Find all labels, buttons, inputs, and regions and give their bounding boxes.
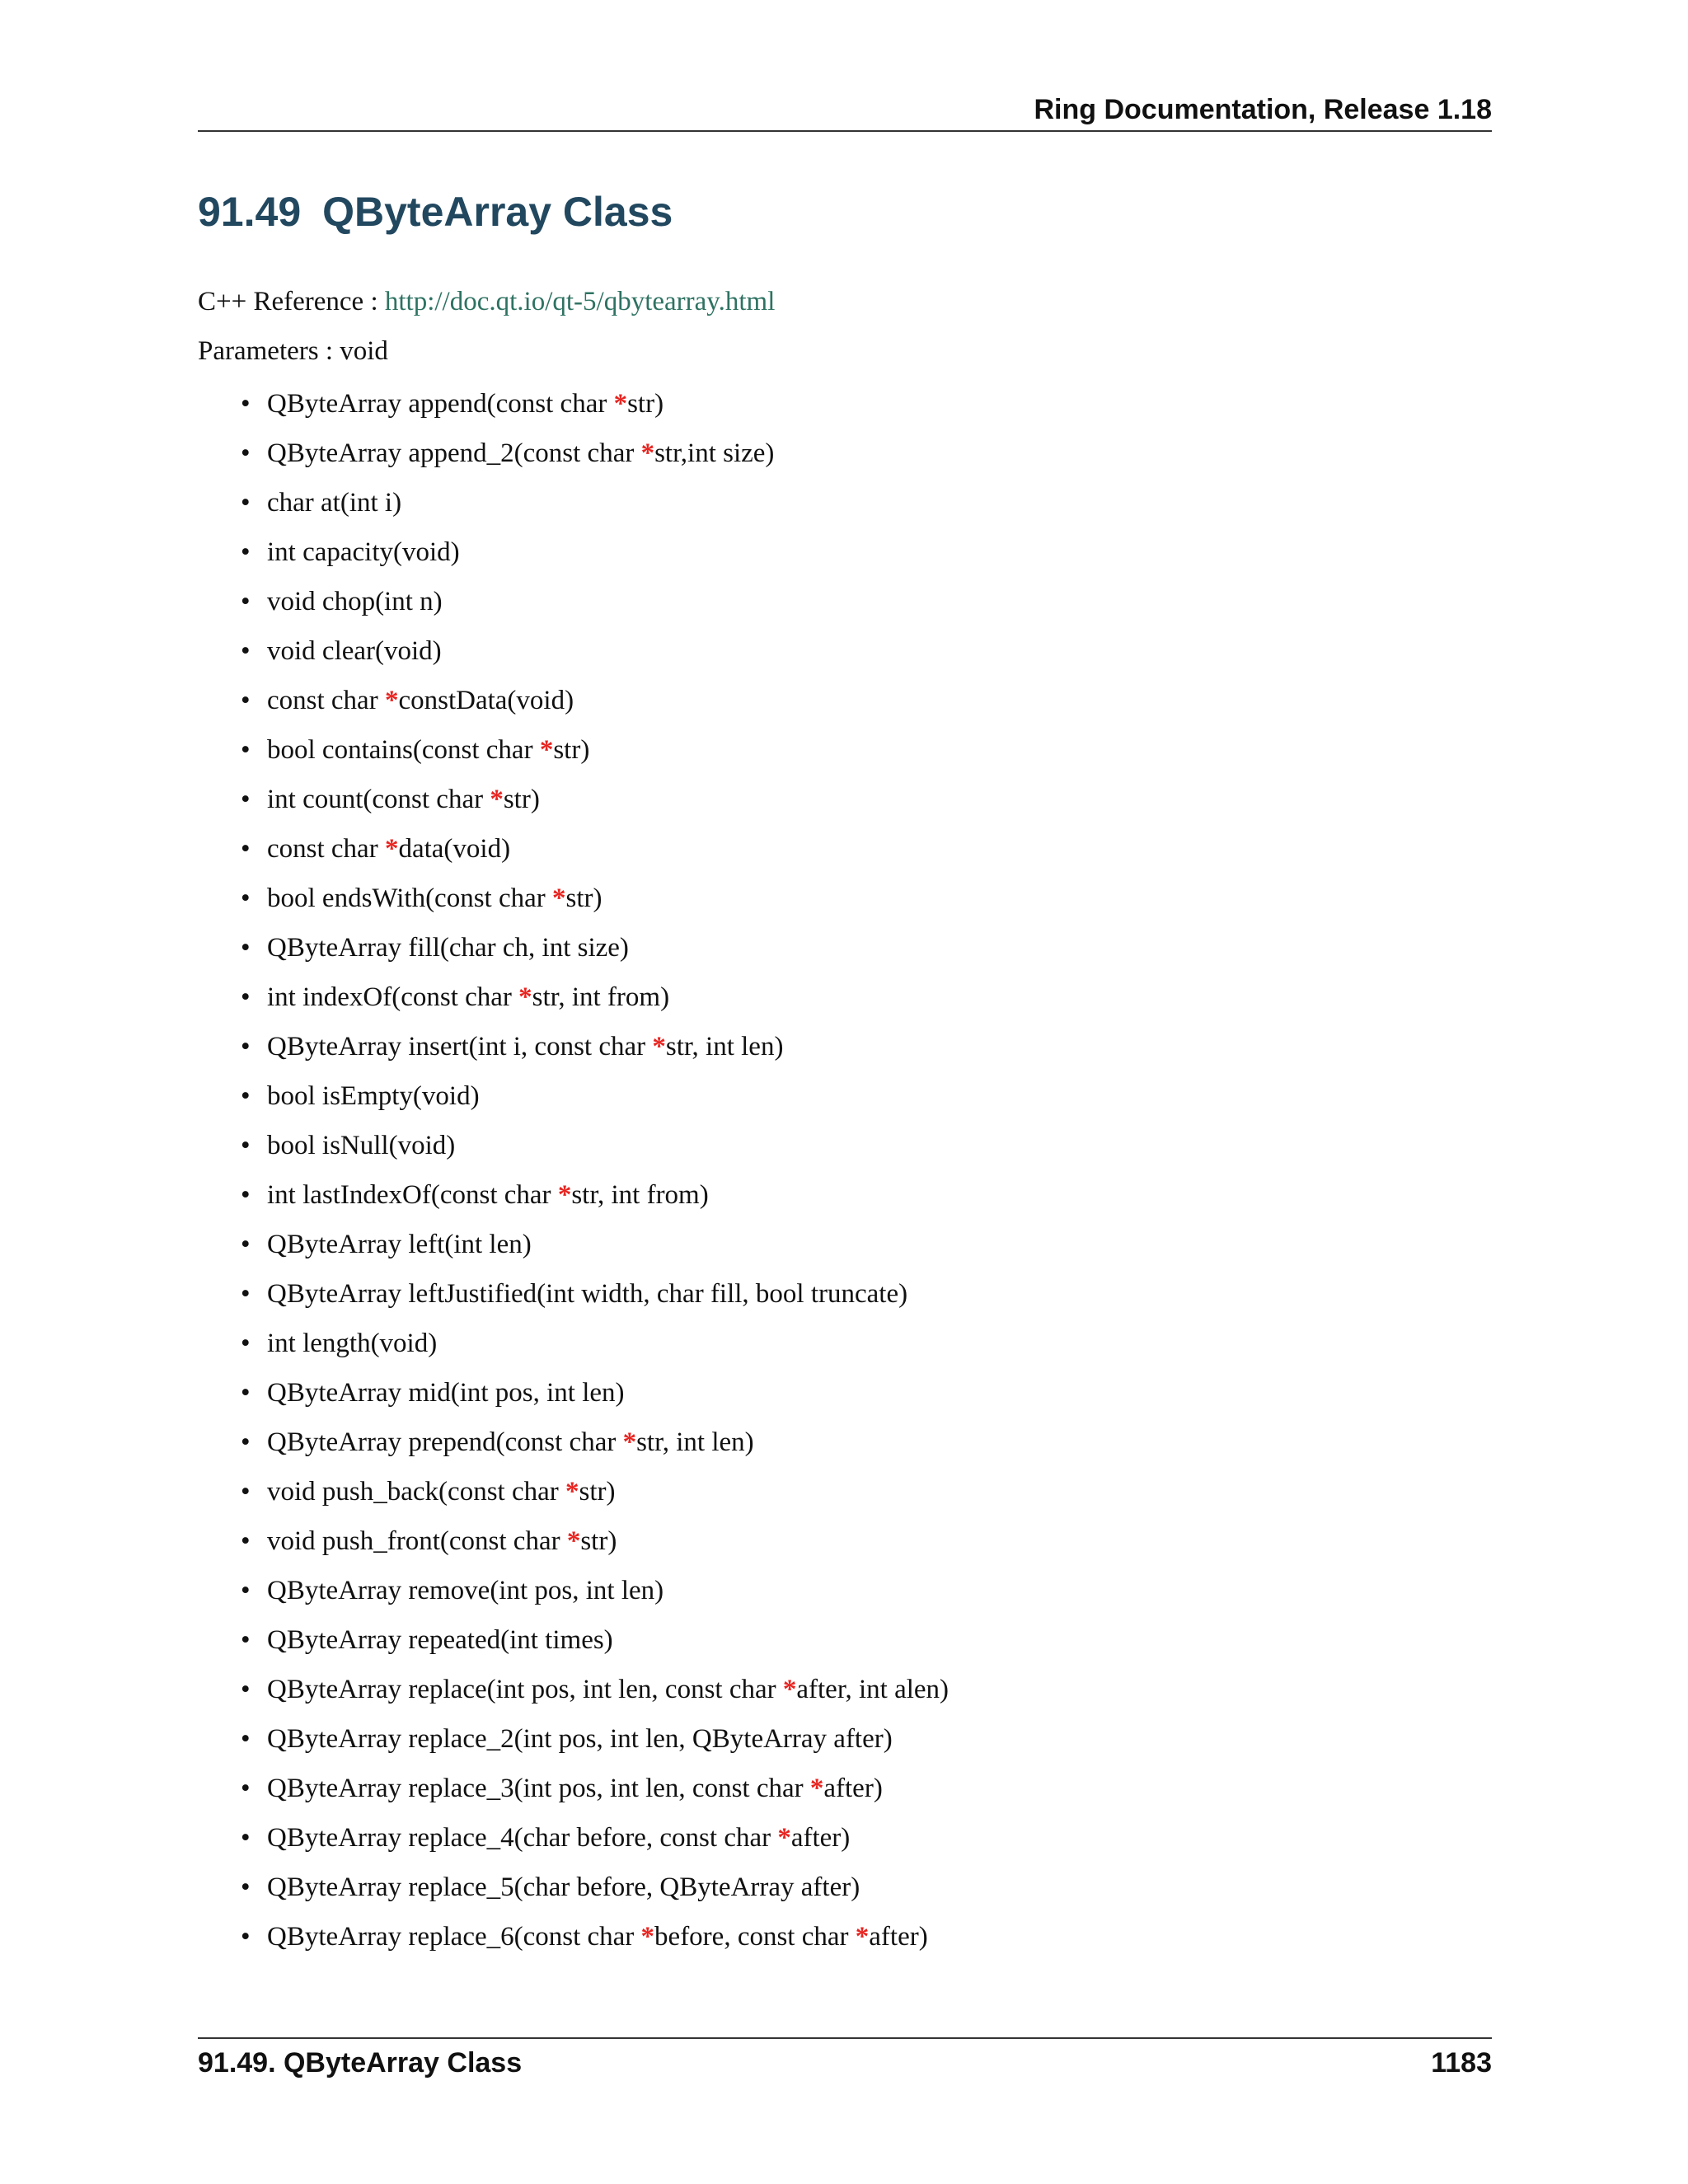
method-signature-part: bool isNull(void) [267, 1131, 456, 1160]
method-list-item [241, 732, 949, 781]
method-list-item [241, 1622, 949, 1671]
method-signature-part: const char [267, 686, 385, 715]
method-list-item [241, 682, 949, 732]
pointer-star: * [490, 785, 504, 814]
bullet-icon: • [241, 1872, 251, 1902]
bullet-icon: • [241, 1180, 251, 1210]
pointer-star: * [622, 1427, 637, 1457]
method-signature-part: QByteArray replace_5(char before, QByteArray after) [267, 1872, 860, 1902]
method-signature-part: QByteArray remove(int pos, int len) [267, 1576, 664, 1605]
bullet-icon: • [241, 735, 251, 765]
method-signature-part: QByteArray insert(int i, const char [267, 1032, 653, 1062]
bullet-icon: • [241, 537, 251, 567]
method-list-item [241, 1325, 949, 1375]
method-signature-part: int length(void) [267, 1329, 438, 1358]
pointer-star: * [855, 1922, 870, 1952]
bullet-icon: • [241, 1675, 251, 1704]
method-list-item [241, 1078, 949, 1127]
bullet-icon: • [241, 933, 251, 963]
method-list-item [241, 1375, 949, 1424]
method-list-item [241, 435, 949, 485]
method-list-item [241, 1919, 949, 1968]
cpp-reference-link[interactable]: http://doc.qt.io/qt-5/qbytearray.html [384, 287, 776, 316]
method-signature-part: void clear(void) [267, 636, 442, 666]
method-signature-part: void push_back(const char [267, 1477, 565, 1507]
method-list-item [241, 1770, 949, 1820]
method-signature-part: char at(int i) [267, 488, 402, 518]
section-number: 91.49 [198, 189, 302, 235]
bullet-icon: • [241, 1922, 251, 1952]
method-signature-part: bool contains(const char [267, 735, 540, 765]
bullet-icon: • [241, 1625, 251, 1655]
method-list-item [241, 1523, 949, 1572]
bullet-icon: • [241, 488, 251, 518]
method-signature-part: QByteArray fill(char ch, int size) [267, 933, 629, 963]
footer-section-title: 91.49. QByteArray Class [198, 2047, 523, 2079]
method-list-item [241, 386, 949, 435]
method-signature-part: str, int len) [665, 1032, 784, 1062]
bullet-icon: • [241, 389, 251, 419]
method-list-item [241, 534, 949, 583]
section-heading [198, 188, 673, 236]
method-list-item [241, 1127, 949, 1177]
pointer-star: * [777, 1823, 791, 1853]
pointer-star: * [518, 982, 532, 1012]
method-signature-part: str, int len) [636, 1427, 754, 1457]
method-signature-part: after) [869, 1922, 928, 1952]
method-signature-part: after, int alen) [796, 1675, 950, 1704]
method-signature-part: str,int size) [654, 438, 775, 468]
bullet-icon: • [241, 982, 251, 1012]
method-signature-part: QByteArray replace_3(int pos, int len, const char [267, 1774, 810, 1803]
method-signature-part: str) [580, 1526, 617, 1556]
bullet-icon: • [241, 636, 251, 666]
method-list-item [241, 930, 949, 979]
method-signature-part: QByteArray prepend(const char [267, 1427, 623, 1457]
method-signature-part: QByteArray replace_6(const char [267, 1922, 641, 1952]
method-list-item [241, 1424, 949, 1474]
method-list-item [241, 880, 949, 930]
method-list-item [241, 583, 949, 633]
method-list-item [241, 1029, 949, 1078]
pointer-star: * [782, 1675, 797, 1704]
bullet-icon: • [241, 883, 251, 913]
method-list-item [241, 1721, 949, 1770]
bullet-icon: • [241, 438, 251, 468]
method-list-item [241, 979, 949, 1029]
bullet-icon: • [241, 834, 251, 864]
method-signature-part: str, int from) [571, 1180, 709, 1210]
bullet-icon: • [241, 1230, 251, 1259]
method-signature-part: QByteArray append(const char [267, 389, 614, 419]
bullet-icon: • [241, 785, 251, 814]
method-signature-part: bool endsWith(const char [267, 883, 553, 913]
method-list-item [241, 1177, 949, 1226]
bullet-icon: • [241, 1526, 251, 1556]
pointer-star: * [652, 1032, 666, 1062]
method-signature-part: int indexOf(const char [267, 982, 519, 1012]
method-list-item [241, 831, 949, 880]
bullet-icon: • [241, 1279, 251, 1309]
method-signature-part: void chop(int n) [267, 587, 443, 616]
method-signature-part: str) [579, 1477, 616, 1507]
page-number: 1183 [1431, 2047, 1492, 2079]
method-signature-part: str) [553, 735, 590, 765]
method-list-item [241, 1572, 949, 1622]
document-title: Ring Documentation, Release 1.18 [1034, 94, 1492, 125]
cpp-reference-label: C++ Reference : [198, 287, 385, 316]
method-signature-part: str, int from) [532, 982, 670, 1012]
bullet-icon: • [241, 1724, 251, 1754]
method-signature-part: QByteArray append_2(const char [267, 438, 641, 468]
method-signature-part: str) [565, 883, 603, 913]
page-footer [198, 2037, 1492, 2088]
method-list-item [241, 1474, 949, 1523]
method-list-item [241, 1820, 949, 1869]
pointer-star: * [539, 735, 554, 765]
method-signature-part: str) [627, 389, 664, 419]
method-signature-part: before, const char [654, 1922, 856, 1952]
bullet-icon: • [241, 1427, 251, 1457]
cpp-reference-line [198, 287, 775, 317]
bullet-icon: • [241, 1576, 251, 1605]
pointer-star: * [640, 1922, 655, 1952]
method-signature-part: str) [503, 785, 540, 814]
bullet-icon: • [241, 1477, 251, 1507]
pointer-star: * [565, 1477, 579, 1507]
method-list-item [241, 1869, 949, 1919]
pointer-star: * [809, 1774, 824, 1803]
method-signature-part: QByteArray replace_4(char before, const char [267, 1823, 778, 1853]
bullet-icon: • [241, 587, 251, 616]
method-signature-part: after) [790, 1823, 851, 1853]
pointer-star: * [384, 686, 399, 715]
method-list-item [241, 633, 949, 682]
bullet-icon: • [241, 1081, 251, 1111]
pointer-star: * [384, 834, 399, 864]
pointer-star: * [640, 438, 655, 468]
method-list-item [241, 1671, 949, 1721]
method-signature-part: int capacity(void) [267, 537, 460, 567]
method-signature-part: constData(void) [398, 686, 574, 715]
method-list [241, 386, 949, 1968]
method-signature-part: QByteArray replace_2(int pos, int len, QByteArray after) [267, 1724, 893, 1754]
method-signature-part: after) [823, 1774, 883, 1803]
bullet-icon: • [241, 1131, 251, 1160]
bullet-icon: • [241, 1378, 251, 1408]
method-signature-part: const char [267, 834, 385, 864]
method-signature-part: void push_front(const char [267, 1526, 567, 1556]
bullet-icon: • [241, 1032, 251, 1062]
pointer-star: * [613, 389, 628, 419]
pointer-star: * [557, 1180, 572, 1210]
method-signature-part: bool isEmpty(void) [267, 1081, 480, 1111]
parameters-line: Parameters : void [198, 336, 388, 366]
bullet-icon: • [241, 686, 251, 715]
bullet-icon: • [241, 1329, 251, 1358]
method-list-item [241, 781, 949, 831]
method-signature-part: data(void) [398, 834, 511, 864]
bullet-icon: • [241, 1823, 251, 1853]
method-list-item [241, 1276, 949, 1325]
method-list-item [241, 1226, 949, 1276]
method-signature-part: QByteArray left(int len) [267, 1230, 532, 1259]
method-signature-part: QByteArray mid(int pos, int len) [267, 1378, 625, 1408]
method-signature-part: QByteArray replace(int pos, int len, const char [267, 1675, 783, 1704]
method-signature-part: int count(const char [267, 785, 490, 814]
method-signature-part: int lastIndexOf(const char [267, 1180, 558, 1210]
method-list-item [241, 485, 949, 534]
method-signature-part: QByteArray leftJustified(int width, char fill, bool truncate) [267, 1279, 908, 1309]
bullet-icon: • [241, 1774, 251, 1803]
pointer-star: * [552, 883, 566, 913]
section-title: QByteArray Class [322, 189, 673, 235]
pointer-star: * [566, 1526, 581, 1556]
method-signature-part: QByteArray repeated(int times) [267, 1625, 613, 1655]
page-header [198, 91, 1492, 132]
